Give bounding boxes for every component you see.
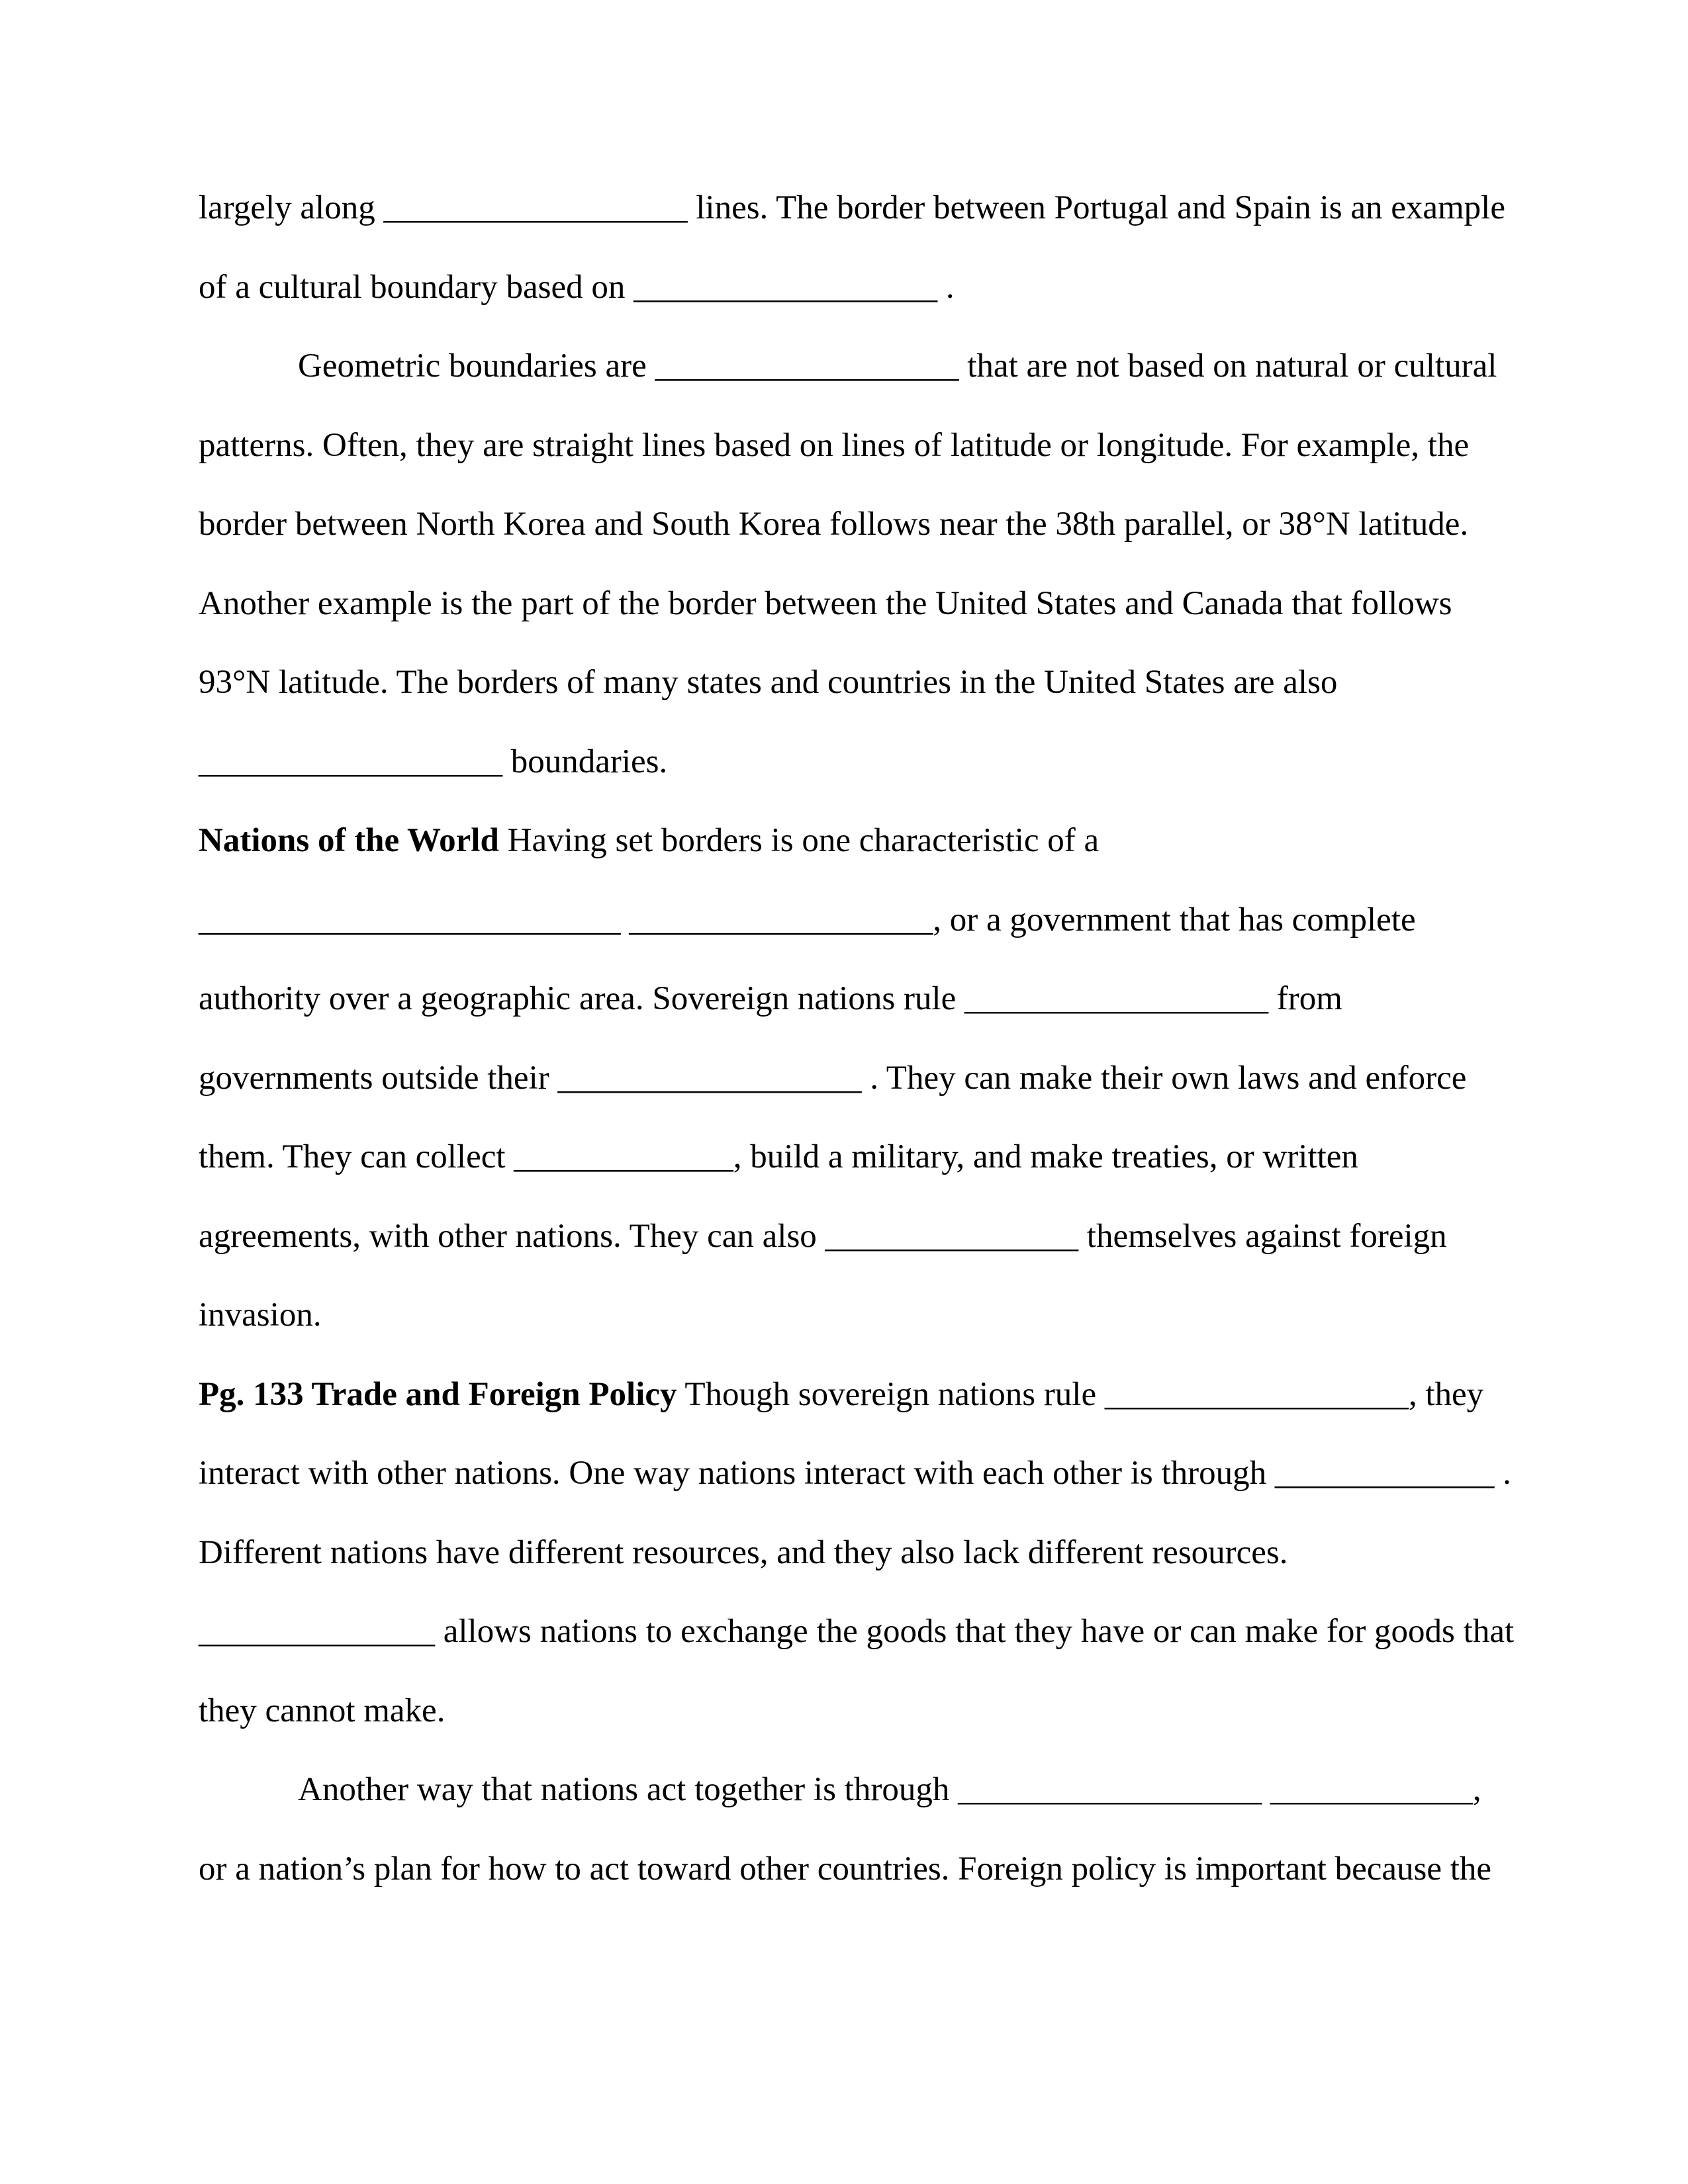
text-line [199,169,1542,248]
line-text: Another way that nations act together is through __________________ ____________, [298,1771,1481,1808]
text-line [199,723,1542,802]
line-text: ______________ allows nations to exchange the goods that they have or can make for goods that [199,1613,1515,1650]
line-text: governments outside their __________________ . They can make their own laws and enforce [199,1059,1467,1097]
line-text: or a nation’s plan for how to act toward other countries. Foreign policy is important because the [199,1850,1492,1888]
line-text: patterns. Often, they are straight lines based on lines of latitude or longitude. For example, the [199,426,1470,464]
text-line [199,248,1542,328]
text-line [199,406,1542,486]
line-text: Having set borders is one characteristic of a [498,822,1100,859]
line-text: them. They can collect _____________, build a military, and make treaties, or written [199,1138,1358,1175]
line-text: they cannot make. [199,1692,445,1729]
text-line [199,1197,1542,1277]
line-text: Though sovereign nations rule __________________, they [677,1375,1484,1413]
text-line section-heading [199,1355,1542,1435]
text-line [199,1592,1542,1672]
line-text: invasion. [199,1297,322,1334]
line-text: _________________________ __________________, or a government that has complete [199,901,1416,938]
line-text: Different nations have different resources, and they also lack different resources. [199,1533,1288,1571]
text-line [199,1434,1542,1514]
text-line section-heading [199,801,1542,881]
text-line [199,565,1542,644]
line-text: Another example is the part of the border between the United States and Canada that follows [199,584,1452,622]
text-line [199,485,1542,565]
section-heading-text: Nations of the World [199,822,499,859]
line-text: largely along __________________ lines. The border between Portugal and Spain is an example [199,189,1505,226]
line-text: border between North Korea and South Korea follows near the 38th parallel, or 38°N latitude. [199,506,1469,543]
text-line [199,1118,1542,1197]
line-text: of a cultural boundary based on __________________ . [199,268,955,306]
line-text: authority over a geographic area. Sovereign nations rule __________________ from [199,980,1342,1017]
line-text: interact with other nations. One way nations interact with each other is through _____________ . [199,1455,1511,1492]
text-line [199,1830,1542,1909]
text-line [199,327,1542,406]
text-line [199,1672,1542,1751]
text-line [199,1514,1542,1593]
section-heading-text: Pg. 133 Trade and Foreign Policy [199,1375,677,1413]
line-text: Geometric boundaries are __________________ that are not based on natural or cultural [298,347,1497,385]
text-line [199,643,1542,723]
text-line [199,1751,1542,1830]
line-text: agreements, with other nations. They can also _______________ themselves against foreign [199,1217,1447,1255]
line-text: __________________ boundaries. [199,743,668,780]
text-line [199,1039,1542,1118]
text-line [199,881,1542,960]
text-line [199,1276,1542,1355]
line-text: 93°N latitude. The borders of many states and countries in the United States are also [199,664,1338,701]
text-line [199,960,1542,1039]
